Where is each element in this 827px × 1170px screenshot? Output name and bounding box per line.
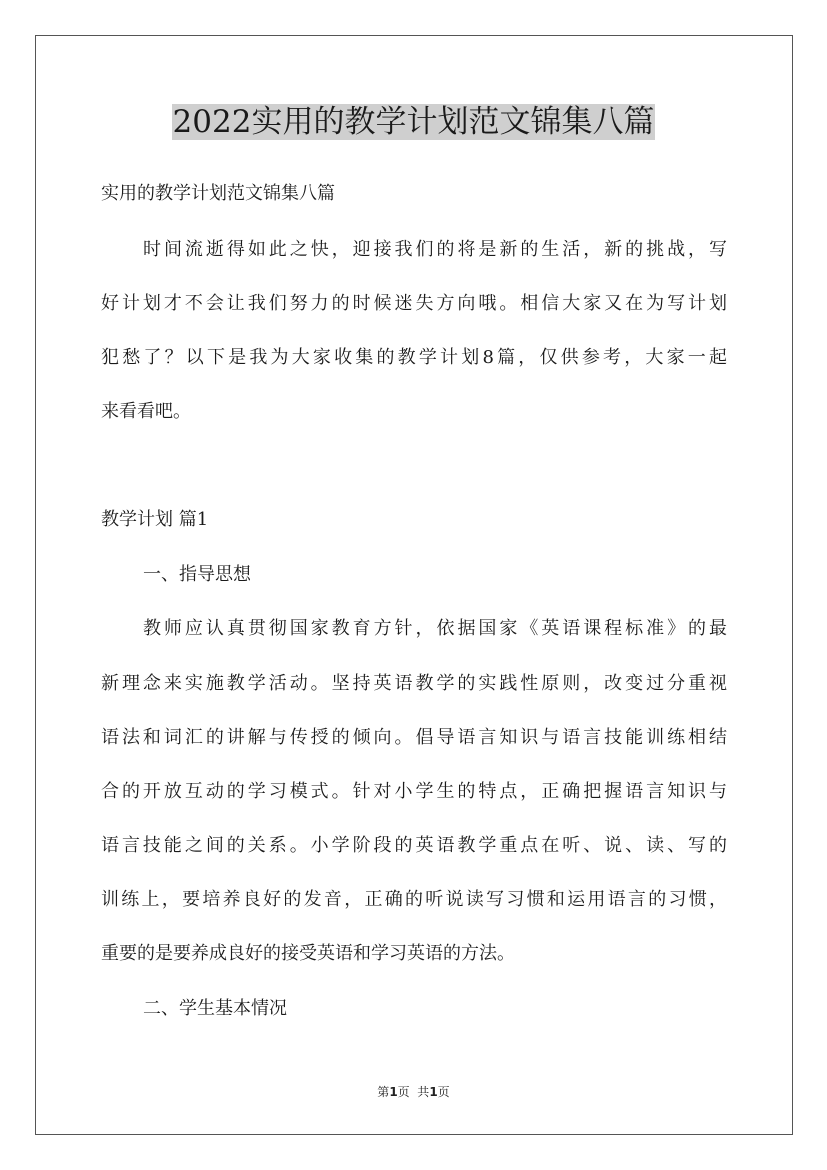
- document-title-text: 2022实用的教学计划范文锦集八篇: [172, 104, 655, 140]
- footer-page-number: 1: [389, 1085, 398, 1099]
- footer-suffix: 页: [437, 1085, 450, 1099]
- part1-line-1: 教师应认真贯彻国家教育方针，依据国家《英语课程标准》的最: [143, 618, 727, 639]
- page-footer: [0, 1084, 827, 1100]
- part1-line-2: 新理念来实施教学活动。坚持英语教学的实践性原则，改变过分重视: [101, 673, 727, 694]
- footer-prefix: 第: [377, 1085, 390, 1099]
- intro-line-1: 时间流逝得如此之快，迎接我们的将是新的生活，新的挑战，写: [143, 239, 727, 260]
- part1-line-7: 重要的是要养成良好的接受英语和学习英语的方法。: [101, 943, 515, 964]
- document-title: [0, 101, 827, 143]
- intro-line-4: 来看看吧。: [101, 401, 191, 422]
- part1-line-3: 语法和词汇的讲解与传授的倾向。倡导语言知识与语言技能训练相结: [101, 727, 727, 748]
- footer-middle: 页 共: [397, 1085, 430, 1099]
- part1-line-4: 合的开放互动的学习模式。针对小学生的特点，正确把握语言知识与: [101, 781, 727, 802]
- part1-line-5: 语言技能之间的关系。小学阶段的英语教学重点在听、说、读、写的: [101, 835, 727, 856]
- document-subtitle: 实用的教学计划范文锦集八篇: [101, 183, 335, 204]
- section-heading: 教学计划 篇1: [101, 509, 209, 530]
- part1-line-6: 训练上，要培养良好的发音，正确的听说读写习惯和运用语言的习惯，: [101, 889, 727, 910]
- footer-total-pages: 1: [429, 1085, 438, 1099]
- intro-line-3: 犯愁了？以下是我为大家收集的教学计划8篇，仅供参考，大家一起: [101, 347, 727, 368]
- part1-heading: 一、指导思想: [143, 564, 251, 585]
- part2-heading: 二、学生基本情况: [143, 998, 287, 1019]
- intro-line-2: 好计划才不会让我们努力的时候迷失方向哦。相信大家又在为写计划: [101, 293, 727, 314]
